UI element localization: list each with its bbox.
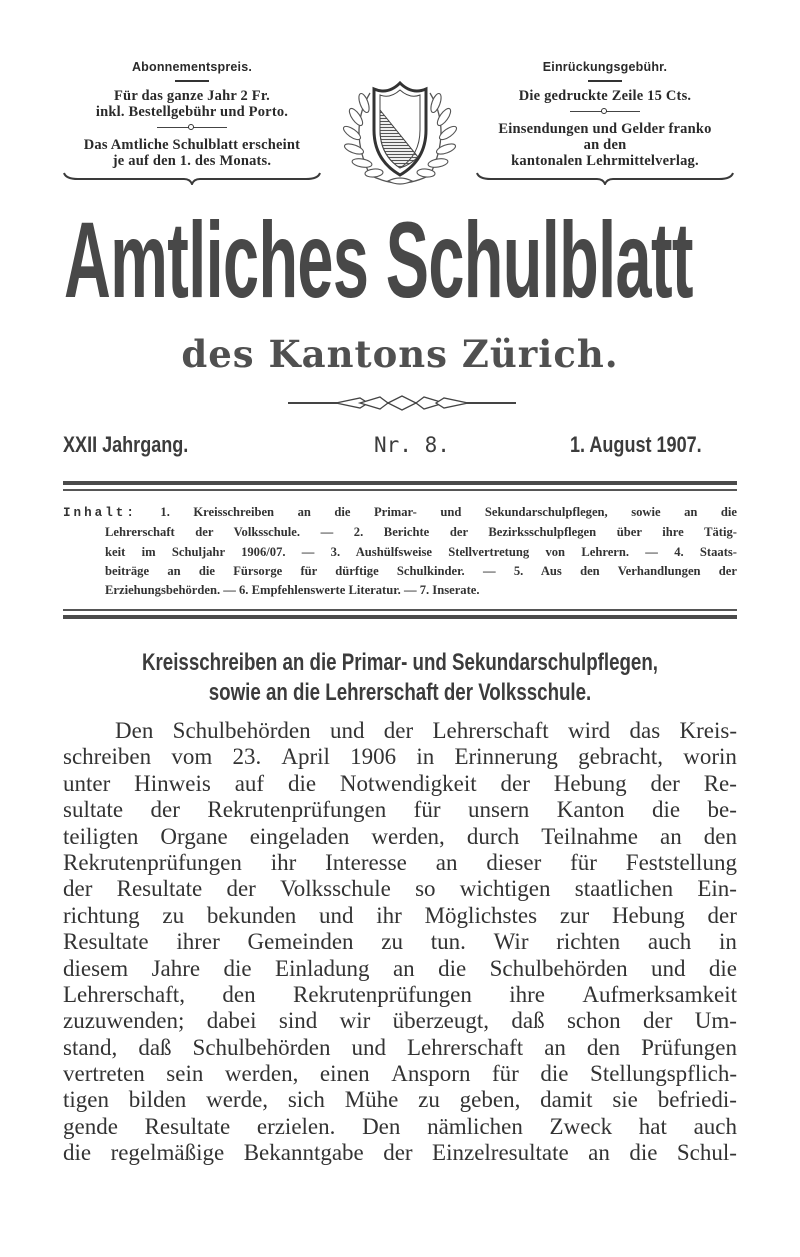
- ornament-divider: [157, 123, 227, 133]
- body-line: stand, daß Schulbehörden und Lehrerschaft an den Prüfungen: [63, 1034, 737, 1060]
- body-line: unter Hinweis auf die Notwendigkeit der Hebung der Re-: [63, 770, 737, 796]
- advertising-heading: Einrückungsgebühr.: [542, 60, 668, 74]
- divider: [175, 80, 209, 82]
- body-line: diesem Jahre die Einladung an die Schulbehörden und die: [63, 955, 737, 981]
- toc-entry: 1. Kreisschreiben an die Primar- und Sekundarschulpflegen, sowie an die: [160, 505, 737, 519]
- article-body: [63, 718, 737, 1167]
- schedule-line: je auf den 1. des Monats.: [112, 152, 272, 169]
- rule: [63, 481, 737, 485]
- advertising-info: [475, 60, 735, 185]
- body-line: Den Schulbehörden und der Lehrerschaft wird das Kreis-: [115, 718, 737, 743]
- submission-line: kantonalen Lehrmittelverlag.: [511, 152, 699, 169]
- subscription-info: [62, 60, 322, 185]
- schedule-line: Das Amtliche Schulblatt erscheint: [83, 136, 301, 153]
- ornamental-divider: [288, 395, 516, 411]
- toc-line: Erziehungsbehörden. — 6. Empfehlenswerte Literatur. — 7. Inserate.: [105, 583, 480, 598]
- body-line: der Resultate der Volksschule so wichtigen staatlichen Ein-: [63, 876, 737, 902]
- body-line: schreiben vom 23. April 1906 in Erinnerung gebracht, worin: [63, 744, 737, 770]
- divider: [588, 80, 622, 82]
- toc-line: keit im Schuljahr 1906/07. — 3. Aushülfsweise Stellvertretung von Lehrern. — 4. Staats-: [105, 544, 737, 559]
- body-line: teiligten Organe eingeladen werden, durch Teilnahme an den: [63, 823, 737, 849]
- rule: [63, 615, 737, 619]
- issue-number: Nr. 8.: [374, 433, 450, 457]
- rule: [63, 489, 737, 491]
- body-line: vertreten sein werden, einen Ansporn für die Stellungspflich-: [63, 1061, 737, 1087]
- body-line: tigen bilden werde, sich Mühe zu geben, damit sie befriedi-: [63, 1087, 737, 1113]
- ornament-divider: [570, 107, 640, 117]
- issue-date: 1. August 1907.: [570, 432, 702, 457]
- article-heading-line: sowie an die Lehrerschaft der Volksschule.: [208, 679, 592, 706]
- toc-line: Lehrerschaft der Volksschule. — 2. Berichte der Bezirksschulpflegen über ihre Tätig-: [105, 525, 737, 540]
- toc-label: Inhalt:: [63, 506, 137, 520]
- price-line: Die gedruckte Zeile 15 Cts.: [518, 87, 692, 104]
- body-line: sultate der Rekrutenprüfungen für unsern Kanton die be-: [63, 797, 737, 823]
- article-heading: [0, 648, 800, 708]
- body-line: zuzuwenden; dabei sind wir überzeugt, daß schon der Um-: [63, 1008, 737, 1034]
- body-line: gende Resultate erzielen. Den nämlichen Zweck hat auch: [63, 1113, 737, 1139]
- body-line: die regelmäßige Bekanntgabe der Einzelresultate an die Schul-: [63, 1140, 737, 1166]
- price-line: inkl. Bestellgebühr und Porto.: [95, 103, 289, 120]
- body-line: Resultate ihrer Gemeinden zu tun. Wir richten auch in: [63, 929, 737, 955]
- toc-line: [63, 503, 737, 523]
- masthead-title: Amtliches Schulblatt: [64, 199, 693, 320]
- brace-divider: [475, 171, 735, 185]
- table-of-contents: [63, 503, 737, 600]
- toc-line: beiträge an die Fürsorge für dürftige Schulkinder. — 5. Aus den Verhandlungen der: [105, 563, 737, 578]
- price-line: Für das ganze Jahr 2 Fr.: [114, 87, 270, 104]
- brace-divider: [62, 171, 322, 185]
- zurich-coat-of-arms-icon: [330, 75, 470, 190]
- submission-line: Einsendungen und Gelder franko: [498, 120, 712, 137]
- volume-label: XXII Jahrgang.: [63, 432, 189, 457]
- body-line: Lehrerschaft, den Rekrutenprüfungen ihre Aufmerksamkeit: [63, 981, 737, 1007]
- submission-line: an den: [583, 136, 627, 153]
- body-line: richtung zu bekunden und ihr Möglichstes zur Hebung der: [63, 902, 737, 928]
- subscription-heading: Abonnementspreis.: [131, 60, 253, 74]
- article-heading-line: Kreisschreiben an die Primar- und Sekundarschulpflegen,: [142, 649, 658, 676]
- masthead-subtitle: des Kantons Zürich.: [181, 332, 619, 376]
- body-line: Rekrutenprüfungen ihr Interesse an dieser für Feststellung: [63, 849, 737, 875]
- rule: [63, 609, 737, 611]
